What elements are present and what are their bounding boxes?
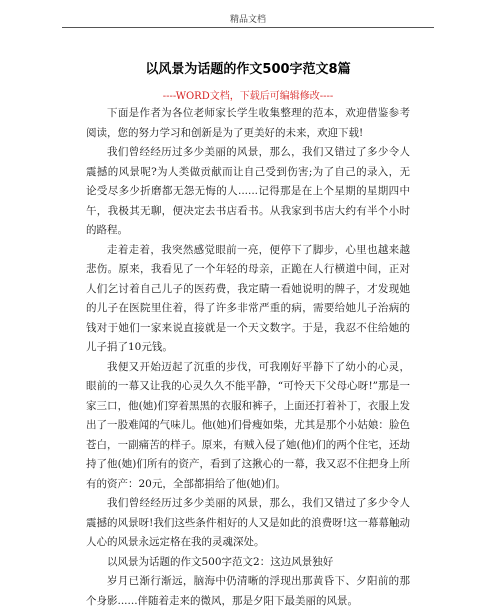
paragraph: 岁月已渐行渐远，脑海中仍清晰的浮现出那黄昏下、夕阳前的那个身影......伴随着走来的微风，那是夕阳下最美丽的风景。 <box>86 575 410 607</box>
paragraph: 我便又开始迈起了沉重的步伐，可我刚好平静下了幼小的心灵，眼前的一幕又让我的心灵久久不能平静，“可怜天下父母心呀!”那是一家三口，他(她)们穿着黑黑的衣服和裤子，上面还打着补丁，衣服上发出了一股难闻的气味儿。他(她)们骨瘦如柴，尤其是那个小姑娘：脸色苍白，一副痛苦的样子。原来，有贼入侵了她(他)们的两个住宅，还劫持了他(她)们所有的资产，看到了这揪心的一幕，我又忍不住把身上所有的资产：20元，全部都捐给了他(她)们。 <box>86 360 410 490</box>
download-notice: ----WORD文档，下载后可编辑修改---- <box>162 91 334 102</box>
paragraph: 我们曾经经历过多少美丽的风景，那么，我们又错过了多少令人震撼的风景呢?为人类做贡献而让自己受到伤害;为了自己的录入，无论受尽多少折磨都无怨无悔的人......记得那是在上个星期的星期四中午，我极其无聊，便决定去书店看书。从我家到书店大约有半个小时的路程。 <box>86 146 410 236</box>
paragraph: 走着走着，我突然感觉眼前一亮，便停下了脚步，心里也越来越悲伤。原来，我看见了一个年轻的母亲，正跪在人行横道中间，正对人们乞讨着自己儿子的医药费，我定睛一看她说明的牌子，才发现她的儿子在医院里住着，得了许多非常严重的病，需要给她儿子治病的钱对于她们一家来说直接就是一个天文数字。于是，我忍不住给她的儿子捐了10元钱。 <box>86 243 410 353</box>
paragraph: 下面是作者为各位老师家长学生收集整理的范本，欢迎借鉴参考阅读，您的努力学习和创新是为了更美好的未来，欢迎下载! <box>86 107 410 139</box>
paragraph: 我们曾经经历过多少美丽的风景，那么，我们又错过了多少令人震撼的风景呀!我们这些条件相好的人又是如此的浪费呀!这一幕幕触动人心的风景永远定格在我的灵魂深处。 <box>86 497 410 548</box>
document-title: 以风景为话题的作文500字范文8篇 <box>145 62 351 77</box>
page-header: 精品文档 <box>229 15 266 25</box>
header-divider <box>62 27 434 28</box>
document-body <box>86 104 410 611</box>
section-heading: 以风景为话题的作文500字范文2：这边风景独好 <box>107 555 334 568</box>
